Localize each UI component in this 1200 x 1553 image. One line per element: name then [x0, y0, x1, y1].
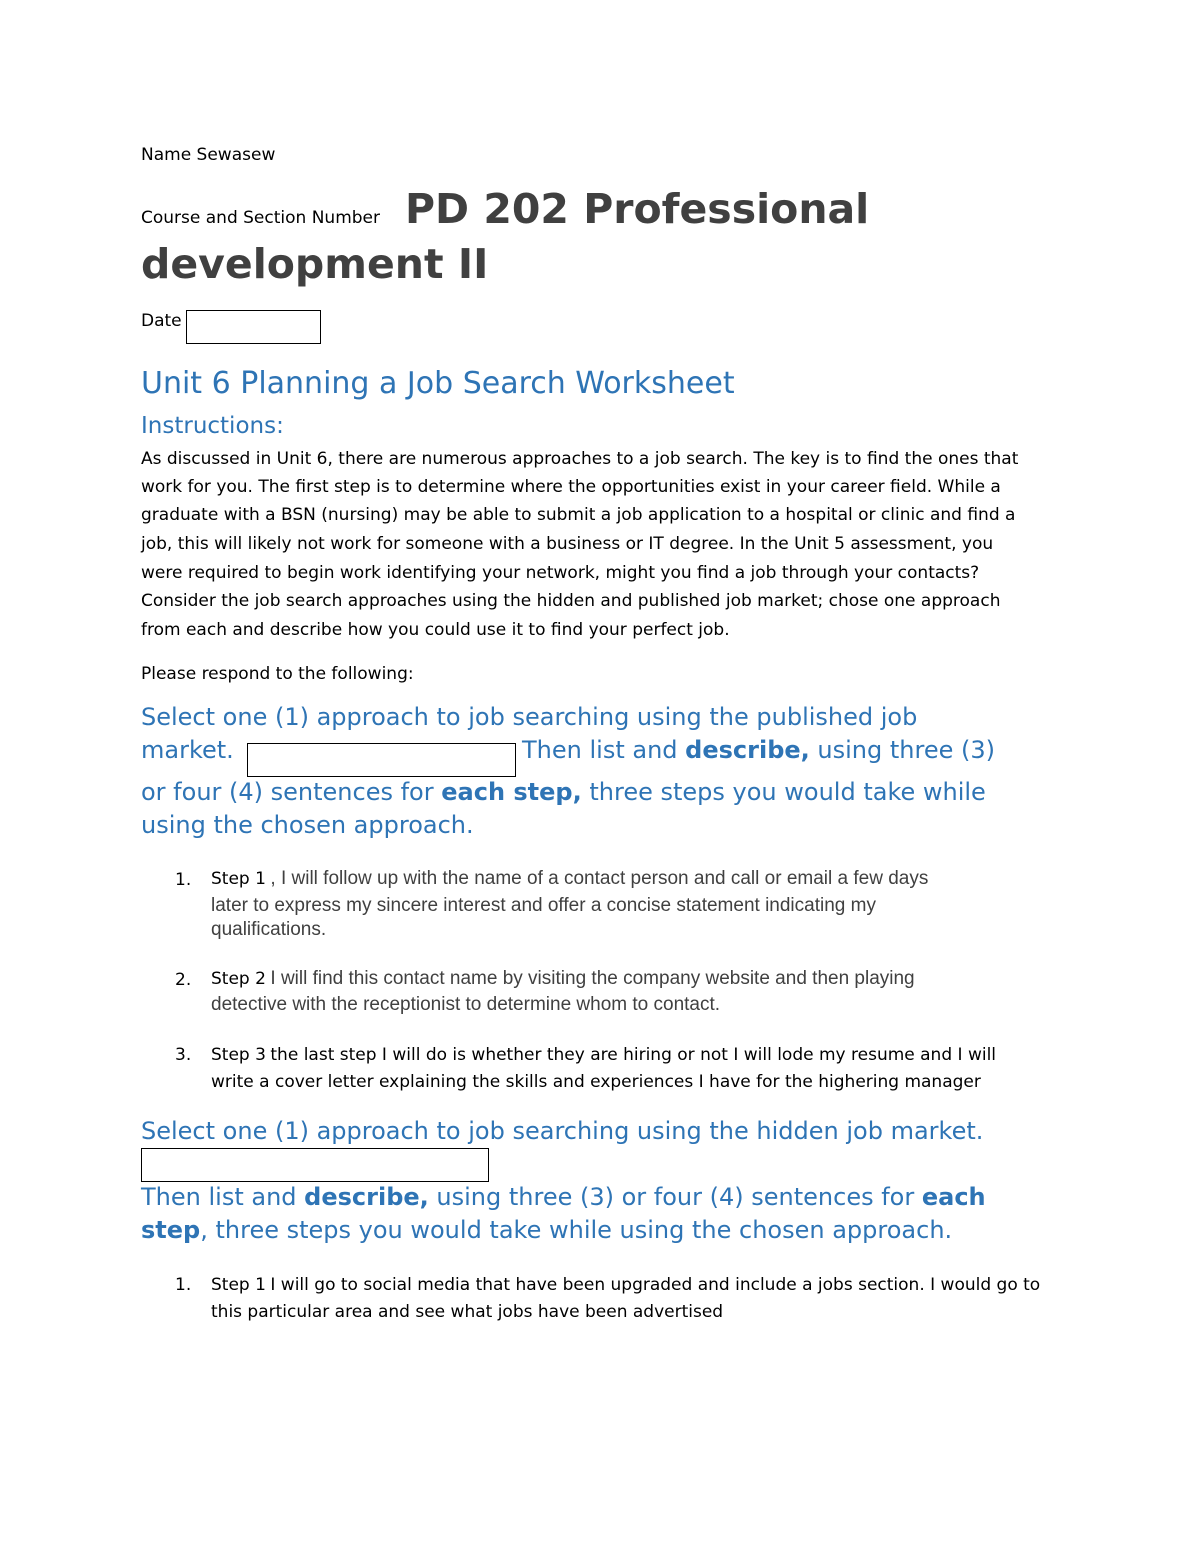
list-number: 1.: [175, 1275, 192, 1295]
hidden-q-bold-describe: describe,: [304, 1183, 429, 1211]
step-text: later to express my sincere interest and offer a concise statement indicating my: [211, 895, 876, 916]
published-q-text: three steps you would take while: [589, 778, 986, 806]
hidden-q-bold-step: step: [141, 1216, 201, 1244]
date-label: Date: [141, 311, 182, 331]
published-q-bold-describe: describe,: [685, 736, 810, 764]
hidden-question-line-1: Select one (1) approach to job searching using the hidden job market.: [141, 1117, 984, 1145]
published-question-line-2a: market.: [141, 736, 234, 764]
published-q-bold-each-step: each step,: [441, 778, 582, 806]
published-question-line-2b: [522, 736, 995, 764]
hidden-question-line-2: [141, 1183, 986, 1211]
step-label: Step 1: [211, 869, 266, 889]
date-field[interactable]: [186, 310, 321, 344]
hidden-question-line-3: [141, 1216, 952, 1244]
step-text: qualifications.: [211, 919, 327, 940]
published-question-line-1: Select one (1) approach to job searching using the published job: [141, 703, 918, 731]
list-number: 1.: [175, 870, 192, 890]
hidden-q-text: using three (3) or four (4) sentences for: [436, 1183, 915, 1211]
published-step-1: [211, 868, 928, 890]
step-text: the last step I will do is whether they are hiring or not I will lode my resume and I will: [270, 1045, 997, 1065]
instructions-heading: Instructions:: [141, 413, 284, 439]
instructions-line: graduate with a BSN (nursing) may be able to submit a job application to a hospital or clinic and find a: [141, 505, 1016, 525]
hidden-approach-field[interactable]: [141, 1148, 489, 1182]
instructions-line: work for you. The first step is to determine where the opportunities exist in your career field. While a: [141, 477, 1001, 497]
step-label: Step 1: [211, 1275, 266, 1295]
published-step-2: [211, 968, 915, 990]
course-title-line-1: PD 202 Professional: [405, 185, 870, 233]
step-label: Step 3: [211, 1045, 266, 1065]
course-label: Course and Section Number: [141, 208, 380, 228]
step-text: , I will follow up with the name of a contact person and call or email a few days: [270, 868, 929, 889]
step-text: I will find this contact name by visiting the company website and then playing: [270, 968, 915, 989]
step-text: write a cover letter explaining the skills and experiences I have for the highering manager: [211, 1072, 981, 1092]
step-text: this particular area and see what jobs have been advertised: [211, 1302, 724, 1322]
instructions-line: Consider the job search approaches using the hidden and published job market; chose one approach: [141, 591, 1001, 611]
instructions-line: job, this will likely not work for someone with a business or IT degree. In the Unit 5 assessment, you: [141, 534, 994, 554]
hidden-q-text: , three steps you would take while using the chosen approach.: [200, 1216, 953, 1244]
list-number: 2.: [175, 970, 192, 990]
published-q-text: Then list and: [522, 736, 678, 764]
published-q-text: using three (3): [817, 736, 995, 764]
instructions-line: were required to begin work identifying your network, might you find a job through your contacts?: [141, 563, 980, 583]
list-number: 3.: [175, 1045, 192, 1065]
step-text: detective with the receptionist to determine whom to contact.: [211, 994, 721, 1015]
published-q-text: or four (4) sentences for: [141, 778, 434, 806]
instructions-line: from each and describe how you could use it to find your perfect job.: [141, 620, 730, 640]
step-label: Step 2: [211, 969, 266, 989]
published-question-line-3: [141, 778, 986, 806]
unit-heading: Unit 6 Planning a Job Search Worksheet: [141, 366, 735, 401]
published-question-line-4: using the chosen approach.: [141, 811, 474, 839]
respond-prompt: Please respond to the following:: [141, 664, 414, 684]
hidden-q-text: Then list and: [141, 1183, 297, 1211]
hidden-step-1: [211, 1275, 1040, 1295]
name-line: Name Sewasew: [141, 145, 276, 165]
instructions-line: As discussed in Unit 6, there are numerous approaches to a job search. The key is to find the ones that: [141, 449, 1019, 469]
step-text: I will go to social media that have been upgraded and include a jobs section. I would go to: [270, 1275, 1041, 1295]
course-title-line-2: development II: [141, 240, 489, 288]
published-approach-field[interactable]: [247, 743, 516, 777]
published-step-3: [211, 1045, 996, 1065]
hidden-q-bold-each: each: [921, 1183, 986, 1211]
